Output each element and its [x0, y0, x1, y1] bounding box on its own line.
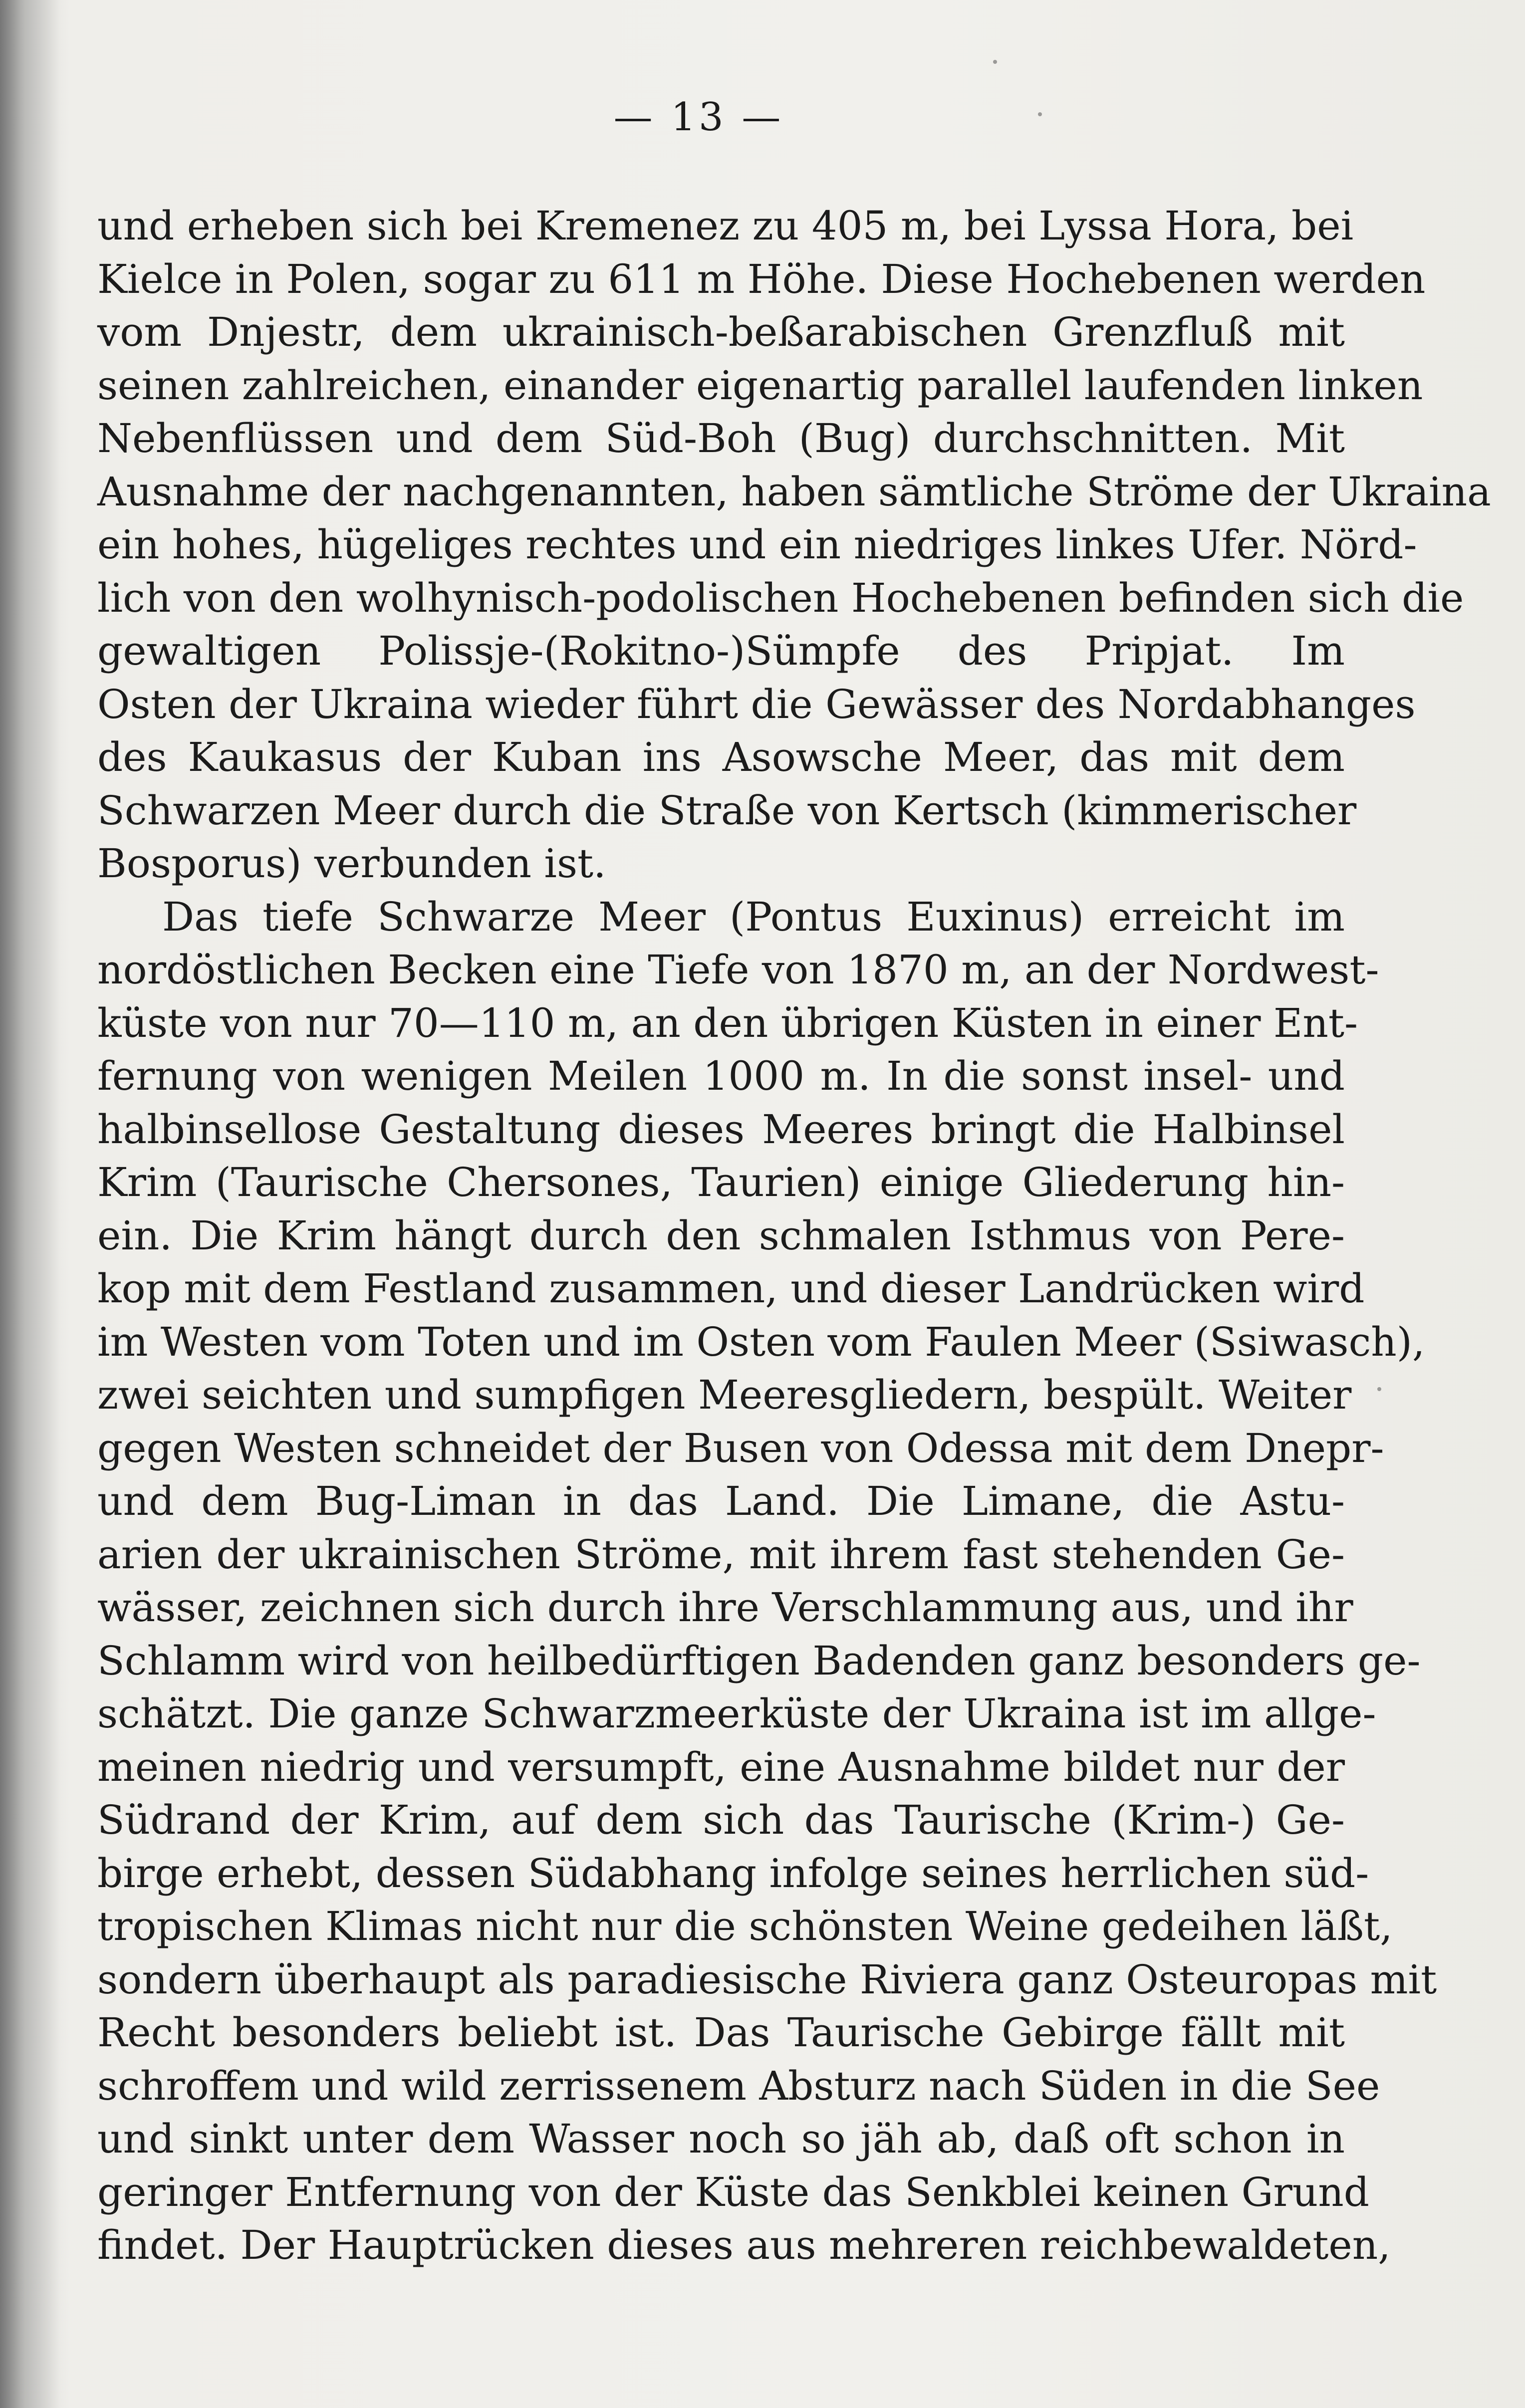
- text-line: fernung von wenigen Meilen 1000 m. In die sonst insel- und: [97, 1053, 1345, 1099]
- text-line: Bosporus) verbunden ist.: [97, 840, 606, 887]
- text-line: zwei seichten und sumpfigen Meeresgliedern, bespült. Weiter: [97, 1372, 1352, 1418]
- text-line: seinen zahlreichen, einander eigenartig parallel laufenden linken: [97, 362, 1423, 409]
- text-line: im Westen vom Toten und im Osten vom Faulen Meer (Ssiwasch),: [97, 1318, 1425, 1365]
- text-line: Schwarzen Meer durch die Straße von Kertsch (kimmerischer: [97, 787, 1357, 834]
- text-line: wässer, zeichnen sich durch ihre Verschlammung aus, und ihr: [97, 1584, 1353, 1631]
- text-line: küste von nur 70—110 m, an den übrigen Küsten in einer Ent-: [97, 999, 1358, 1046]
- text-line: sondern überhaupt als paradiesische Riviera ganz Osteuropas mit: [97, 1956, 1437, 2003]
- text-line: und sinkt unter dem Wasser noch so jäh ab, daß oft schon in: [97, 2116, 1345, 2162]
- text-line: findet. Der Hauptrücken dieses aus mehreren reichbewaldeten,: [97, 2222, 1391, 2268]
- text-line: Osten der Ukraina wieder führt die Gewässer des Nordabhanges: [97, 681, 1416, 727]
- print-speck: [1377, 1387, 1381, 1391]
- text-line: arien der ukrainischen Ströme, mit ihrem fast stehenden Ge-: [97, 1531, 1345, 1578]
- text-line: Das tiefe Schwarze Meer (Pontus Euxinus) erreicht im: [162, 893, 1345, 940]
- text-line: gegen Westen schneidet der Busen von Odessa mit dem Dnepr-: [97, 1425, 1384, 1471]
- print-speck: [993, 60, 997, 64]
- text-line: lich von den wolhynisch-podolischen Hochebenen befinden sich die: [97, 574, 1464, 621]
- text-line: und dem Bug-Liman in das Land. Die Limane, die Astu-: [97, 1478, 1345, 1524]
- print-speck: [1038, 112, 1042, 116]
- text-line: ein hohes, hügeliges rechtes und ein niedriges linkes Ufer. Nörd-: [97, 521, 1417, 568]
- page-number: — 13 —: [613, 95, 784, 140]
- text-line: und erheben sich bei Kremenez zu 405 m, bei Lyssa Hora, bei: [97, 203, 1354, 249]
- text-line: meinen niedrig und versumpft, eine Ausnahme bildet nur der: [97, 1743, 1345, 1790]
- text-line: ein. Die Krim hängt durch den schmalen Isthmus von Pere-: [97, 1212, 1345, 1259]
- text-line: Krim (Taurische Chersones, Taurien) einige Gliederung hin-: [97, 1159, 1345, 1205]
- text-line: gewaltigen Polissje-(Rokitno-)Sümpfe des Pripjat. Im: [97, 628, 1345, 674]
- text-line: schätzt. Die ganze Schwarzmeerküste der Ukraina ist im allge-: [97, 1690, 1376, 1737]
- text-line: Kielce in Polen, sogar zu 611 m Höhe. Diese Hochebenen werden: [97, 255, 1426, 302]
- text-line: birge erhebt, dessen Südabhang infolge seines herrlichen süd-: [97, 1850, 1369, 1897]
- text-line: geringer Entfernung von der Küste das Senkblei keinen Grund: [97, 2168, 1369, 2215]
- text-line: nordöstlichen Becken eine Tiefe von 1870 m, an der Nordwest-: [97, 947, 1379, 993]
- body-text: [97, 200, 1491, 2272]
- text-line: Südrand der Krim, auf dem sich das Taurische (Krim-) Ge-: [97, 1797, 1345, 1843]
- text-line: Schlamm wird von heilbedürftigen Badenden ganz besonders ge-: [97, 1637, 1421, 1684]
- text-line: halbinsellose Gestaltung dieses Meeres bringt die Halbinsel: [97, 1106, 1345, 1153]
- text-line: schroffem und wild zerrissenem Absturz nach Süden in die See: [97, 2062, 1380, 2109]
- text-line: Recht besonders beliebt ist. Das Taurische Gebirge fällt mit: [97, 2009, 1345, 2056]
- text-line: tropischen Klimas nicht nur die schönsten Weine gedeihen läßt,: [97, 1903, 1393, 1949]
- binding-shadow: [0, 0, 60, 2408]
- text-line: vom Dnjestr, dem ukrainisch-beßarabischen Grenzfluß mit: [97, 309, 1345, 355]
- text-line: Ausnahme der nachgenannten, haben sämtliche Ströme der Ukraina: [97, 468, 1491, 515]
- text-line: Nebenflüssen und dem Süd-Boh (Bug) durchschnitten. Mit: [97, 415, 1345, 462]
- text-line: kop mit dem Festland zusammen, und dieser Landrücken wird: [97, 1265, 1365, 1312]
- text-line: des Kaukasus der Kuban ins Asowsche Meer, das mit dem: [97, 734, 1345, 780]
